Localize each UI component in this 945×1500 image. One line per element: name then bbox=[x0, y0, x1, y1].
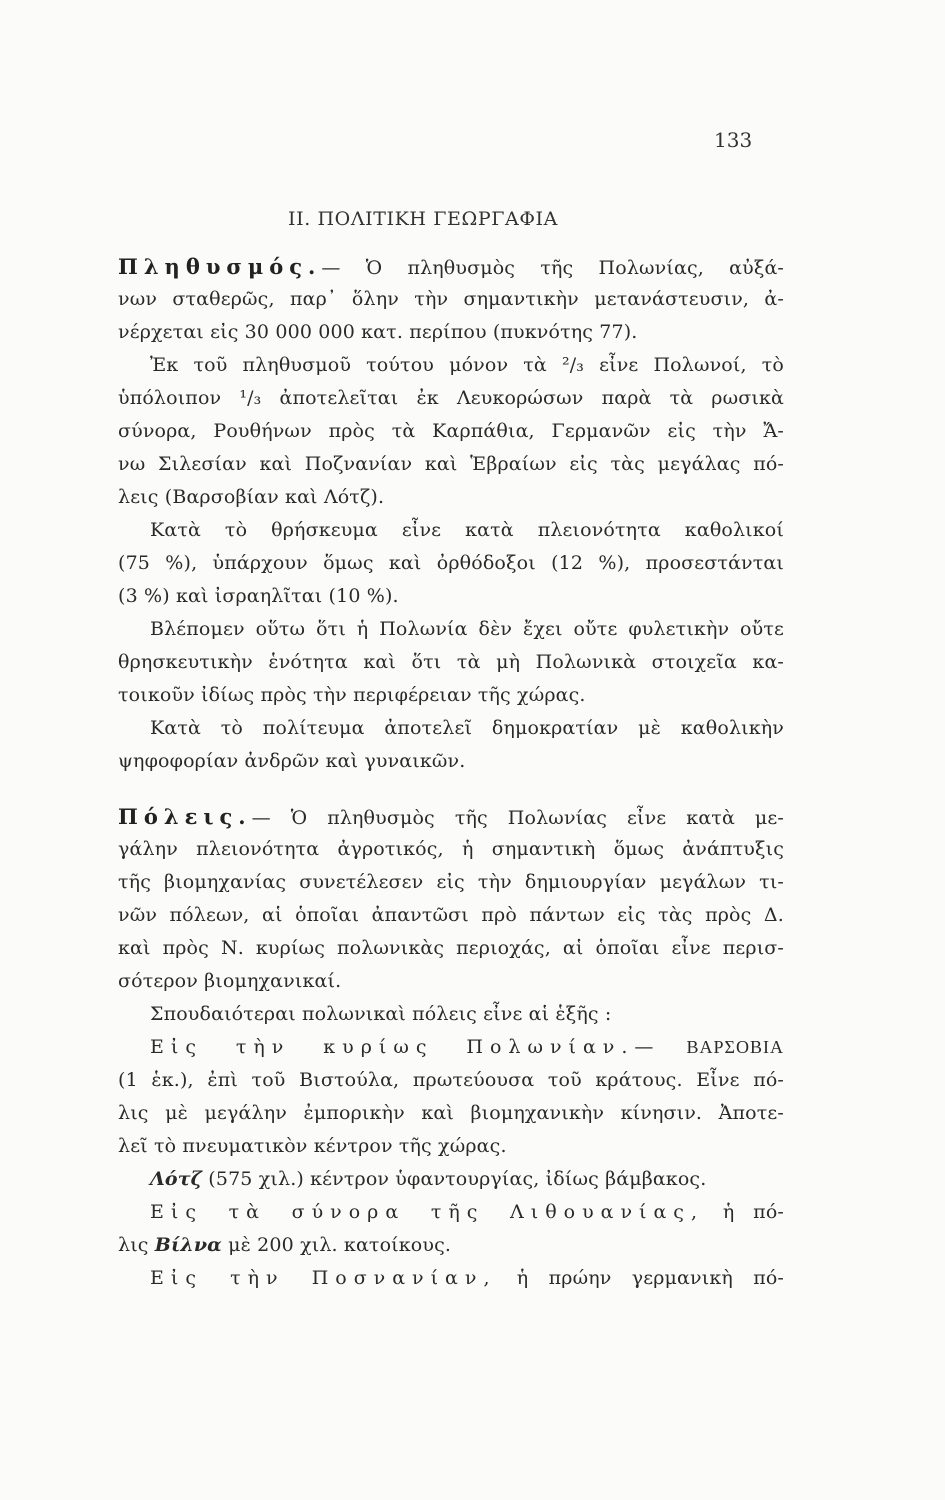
text-line: σύνορα, Ρουθήνων πρὸς τὰ Καρπάθια, Γερμανῶν εἰς τὴν Ἄ- bbox=[118, 420, 784, 442]
cities-heading: Πόλεις. bbox=[118, 804, 252, 829]
text-line bbox=[118, 1031, 784, 1064]
text-line: καὶ πρὸς Ν. κυρίως πολωνικὰς περιοχάς, αἱ ὁποῖαι εἶνε περισ- bbox=[118, 937, 784, 959]
population-section bbox=[118, 250, 784, 778]
text-line: Βλέπομεν οὕτω ὅτι ἡ Πολωνία δὲν ἔχει οὔτε φυλετικὴν οὔτε bbox=[150, 618, 784, 640]
text-line: Εἰς τὰ σύνορα τῆς Λιθουανίας, ἡ πό- bbox=[150, 1201, 784, 1223]
text-line: νων σταθερῶς, παρ᾽ ὅλην τὴν σημαντικὴν μετανάστευσιν, ἀ- bbox=[118, 288, 784, 310]
text-line: θρησκευτικὴν ἑνότητα καὶ ὅτι τὰ μὴ Πολωνικὰ στοιχεῖα κα- bbox=[118, 651, 784, 673]
text-line: λις μὲ μεγάλην ἐμπορικὴν καὶ βιομηχανικὴν κίνησιν. Ἀποτε- bbox=[118, 1102, 784, 1124]
section-title: II. ΠΟΛΙΤΙΚΗ ΓΕΩΡΓΑΦΙΑ bbox=[288, 208, 558, 230]
text-line: Πληθυσμός.— Ὁ πληθυσμὸς τῆς Πολωνίας, αὐξά- bbox=[118, 254, 784, 279]
text-line: Εἰς τὴν Ποσνανίαν, ἡ πρώην γερμανικὴ πό- bbox=[150, 1267, 784, 1289]
text-line: ὑπόλοιπον ¹/₃ ἀποτελεῖται ἐκ Λευκορώσων παρὰ τὰ ρωσικὰ bbox=[118, 387, 784, 409]
text-line: Κατὰ τὸ πολίτευμα ἀποτελεῖ δημοκρατίαν μὲ καθολικὴν bbox=[150, 717, 784, 739]
text-line: τῆς βιομηχανίας συνετέλεσεν εἰς τὴν δημιουργίαν μεγάλων τι- bbox=[118, 871, 784, 893]
text-line: σότερον βιομηχανικαί. bbox=[118, 970, 342, 992]
page-number: 133 bbox=[714, 128, 753, 152]
text-line: νῶν πόλεων, αἱ ὁποῖαι ἀπαντῶσι πρὸ πάντων εἰς τὰς πρὸς Δ. bbox=[118, 904, 784, 926]
text-line: Πόλεις.— Ὁ πληθυσμὸς τῆς Πολωνίας εἶνε κατὰ με- bbox=[118, 804, 784, 829]
text-line: Κατὰ τὸ θρήσκευμα εἶνε κατὰ πλειονότητα καθολικοί bbox=[150, 519, 784, 541]
population-heading: Πληθυσμός. bbox=[118, 254, 322, 279]
text-line: λεῖ τὸ πνευματικὸν κέντρον τῆς χώρας. bbox=[118, 1135, 507, 1157]
text-line: Λότζ (575 χιλ.) κέντρον ὑφαντουργίας, ἰδίως βάμβακος. bbox=[150, 1168, 707, 1190]
text-line: ψηφοφορίαν ἀνδρῶν καὶ γυναικῶν. bbox=[118, 750, 466, 772]
text-line: νω Σιλεσίαν καὶ Ποζνανίαν καὶ Ἑβραίων εἰς τὰς μεγάλας πό- bbox=[118, 453, 784, 475]
cities-section bbox=[118, 800, 784, 1295]
text-line: (1 ἑκ.), ἐπὶ τοῦ Βιστούλα, πρωτεύουσα τοῦ κράτους. Εἶνε πό- bbox=[118, 1069, 784, 1091]
text-line: Σπουδαιότεραι πολωνικαὶ πόλεις εἶνε αἱ ἑξῆς : bbox=[150, 1003, 612, 1025]
text-line: τοικοῦν ἰδίως πρὸς τὴν περιφέρειαν τῆς χώρας. bbox=[118, 684, 586, 706]
lithuania-lead: Εἰς τὰ σύνορα τῆς Λιθουανίας, bbox=[150, 1201, 704, 1223]
warsaw-name: ΒΑΡΣΟΒΙΑ bbox=[686, 1037, 784, 1057]
text-line: γάλην πλειονότητα ἀγροτικός, ἡ σημαντικὴ ὅμως ἀνάπτυξις bbox=[118, 838, 784, 860]
text-line: λις Βίλνα μὲ 200 χιλ. κατοίκους. bbox=[118, 1234, 452, 1256]
text-line: λεις (Βαρσοβίαν καὶ Λότζ). bbox=[118, 486, 385, 508]
poznan-lead: Εἰς τὴν Ποσνανίαν, bbox=[150, 1267, 497, 1289]
text-line: (75 %), ὑπάρχουν ὅμως καὶ ὀρθόδοξοι (12 %), προσεστάνται bbox=[118, 552, 784, 574]
warsaw-lead: Εἰς τὴν κυρίως Πολωνίαν.— bbox=[150, 1036, 661, 1058]
lodz-name: Λότζ bbox=[150, 1168, 203, 1190]
text-line: (3 %) καὶ ἰσραηλῖται (10 %). bbox=[118, 585, 399, 607]
text-line: Ἐκ τοῦ πληθυσμοῦ τούτου μόνον τὰ ²/₃ εἶνε Πολωνοί, τὸ bbox=[150, 354, 784, 376]
text-line: νέρχεται εἰς 30 000 000 κατ. περίπου (πυκνότης 77). bbox=[118, 321, 638, 343]
vilna-name: Βίλνα bbox=[154, 1234, 222, 1256]
